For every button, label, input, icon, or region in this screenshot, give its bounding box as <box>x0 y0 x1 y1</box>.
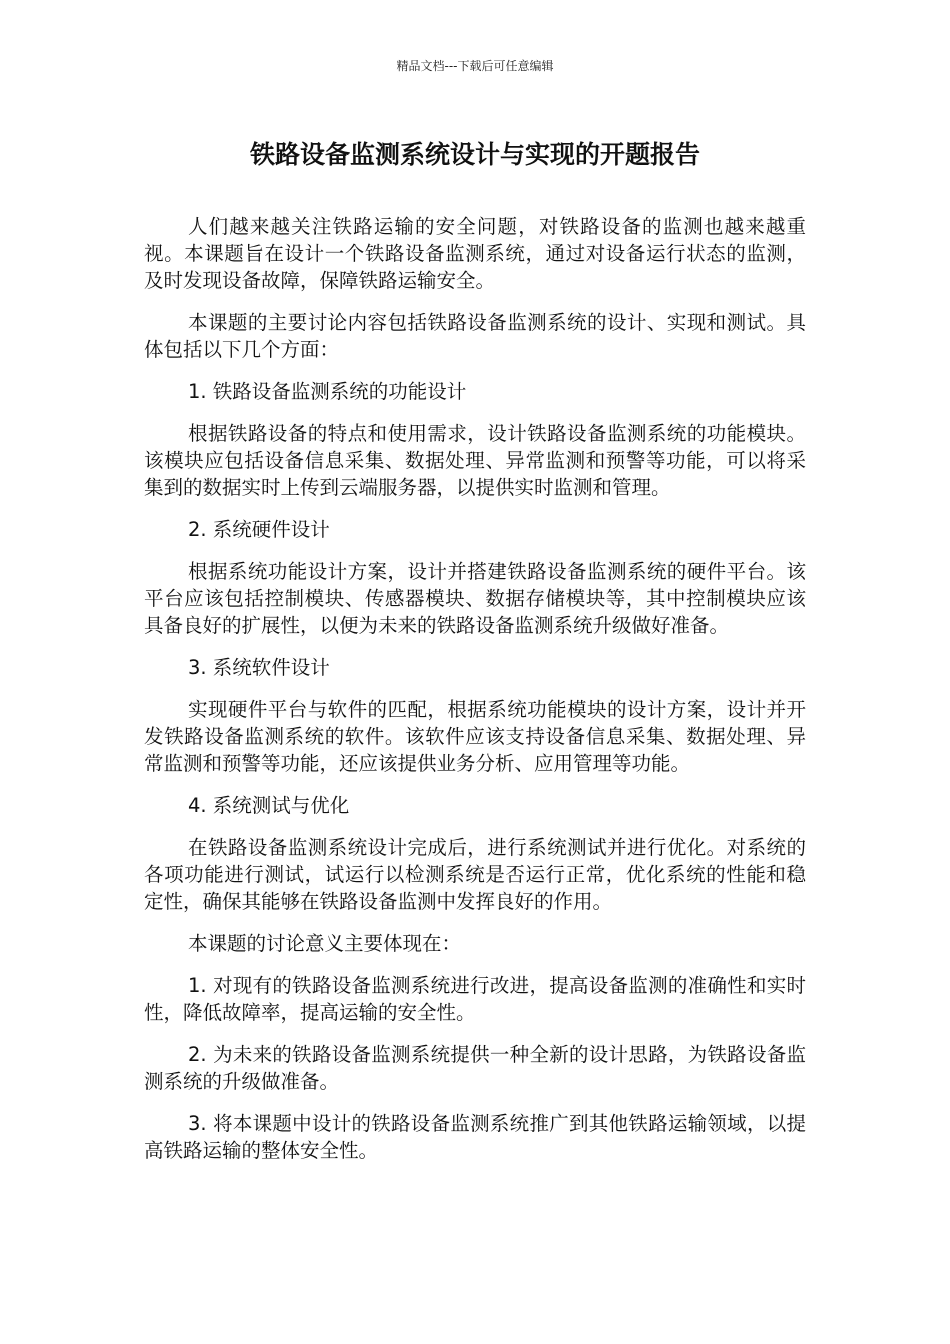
paragraph-section-2: 根据系统功能设计方案，设计并搭建铁路设备监测系统的硬件平台。该平台应该包括控制模块、传感器模块、数据存储模块等，其中控制模块应该具备良好的扩展性，以便为未来的铁路设备监测系统升级做好准备。 <box>144 560 806 637</box>
paragraph-section-1: 根据铁路设备的特点和使用需求，设计铁路设备监测系统的功能模块。该模块应包括设备信息采集、数据处理、异常监测和预警等功能，可以将采集到的数据实时上传到云端服务器，以提供实时监测和管理。 <box>144 422 806 499</box>
significance-item-1: 1. 对现有的铁路设备监测系统进行改进，提高设备监测的准确性和实时性，降低故障率，提高运输的安全性。 <box>144 974 806 1024</box>
document-title: 铁路设备监测系统设计与实现的开题报告 <box>249 140 700 169</box>
section-heading-1: 1. 铁路设备监测系统的功能设计 <box>188 380 467 403</box>
paragraph-intro: 人们越来越关注铁路运输的安全问题，对铁路设备的监测也越来越重视。本课题旨在设计一个铁路设备监测系统，通过对设备运行状态的监测，及时发现设备故障，保障铁路运输安全。 <box>144 215 806 292</box>
significance-item-3: 3. 将本课题中设计的铁路设备监测系统推广到其他铁路运输领域，以提高铁路运输的整体安全性。 <box>144 1112 806 1162</box>
paragraph-significance-intro: 本课题的讨论意义主要体现在： <box>188 932 462 955</box>
section-heading-4: 4. 系统测试与优化 <box>188 794 350 817</box>
document-body <box>144 213 806 1179</box>
page-header: 精品文档---下载后可任意编辑 <box>396 59 554 73</box>
significance-item-2: 2. 为未来的铁路设备监测系统提供一种全新的设计思路，为铁路设备监测系统的升级做准备。 <box>144 1043 806 1093</box>
paragraph-scope: 本课题的主要讨论内容包括铁路设备监测系统的设计、实现和测试。具体包括以下几个方面： <box>144 311 806 361</box>
paragraph-section-3: 实现硬件平台与软件的匹配，根据系统功能模块的设计方案，设计并开发铁路设备监测系统的软件。该软件应该支持设备信息采集、数据处理、异常监测和预警等功能，还应该提供业务分析、应用管理等功能。 <box>144 698 806 775</box>
paragraph-section-4: 在铁路设备监测系统设计完成后，进行系统测试并进行优化。对系统的各项功能进行测试，试运行以检测系统是否运行正常，优化系统的性能和稳定性，确保其能够在铁路设备监测中发挥良好的作用。 <box>144 836 806 913</box>
section-heading-2: 2. 系统硬件设计 <box>188 518 330 541</box>
section-heading-3: 3. 系统软件设计 <box>188 656 330 679</box>
